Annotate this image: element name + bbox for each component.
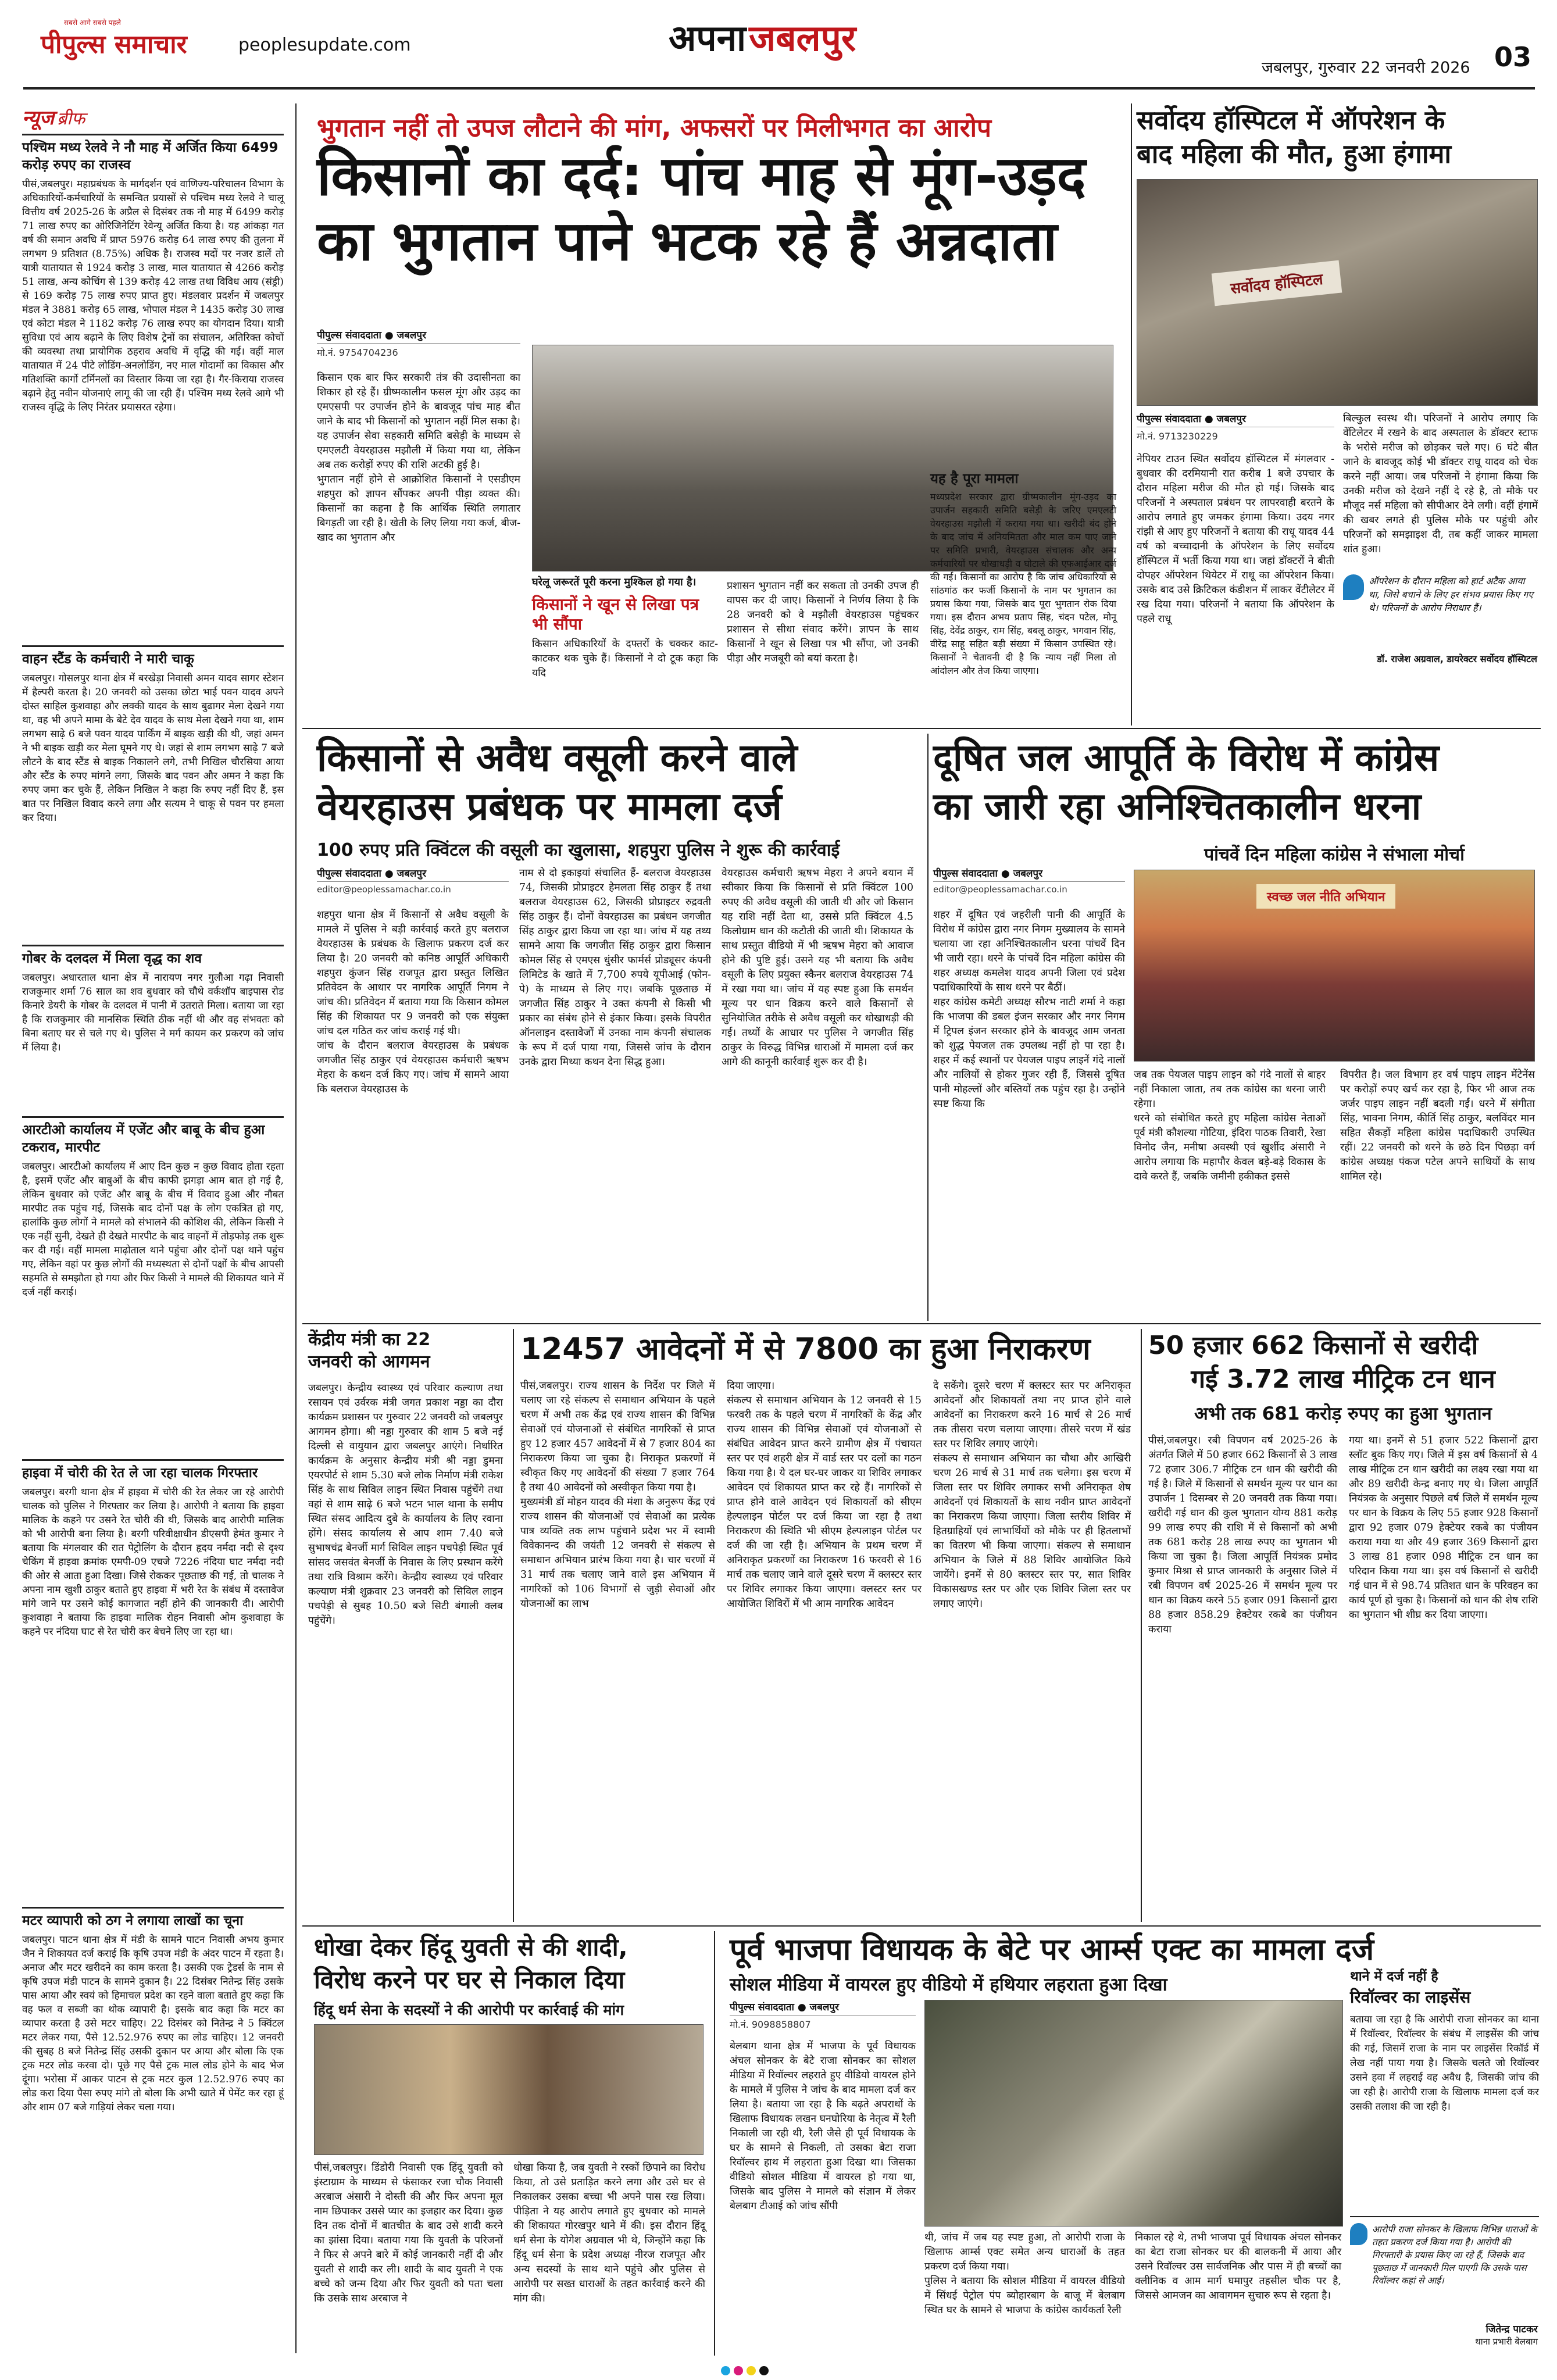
farmers-byline-name: पीपुल्स संवाददाता: [317, 330, 381, 341]
hospital-quote-text: ऑपरेशन के दौरान महिला को हार्ट अटैक आया था, जिसे बचाने के लिए हर संभव प्रयास किए गए थे। परिजनों के आरोप निराधार हैं।: [1369, 576, 1533, 613]
hospital-quote-author: डॉ. राजेश अग्रवाल, डायरेक्टर सर्वोदय हॉस्पिटल: [1377, 653, 1537, 664]
paddy-subhead: अभी तक 681 करोड़ रुपए का हुआ भुगतान: [1194, 1403, 1492, 1424]
hospital-quote-icon: [1343, 574, 1364, 600]
warehouse-byline-name: पीपुल्स संवाददाता: [317, 868, 381, 880]
brief-item-body: जबलपुर। अधारताल थाना क्षेत्र में नारायण नगर गुलौआ गढ़ा निवासी राजकुमार शर्मा 76 साल का शव बुधवार को चौथे वर्कशॉप बाइपास रोड किनारे डेयरी के गोबर के दलदल में पानी में उतराते मिला। बताया जा रहा है कि राजकुमार की मानसिक स्थिति ठीक नहीं थी और वह संभवतः को बिना बताए घर से चले गए थे। पुलिस ने मर्ग कायम कर प्रकरण को जांच में लिया है।: [22, 972, 284, 1053]
registration-mark-magenta: [734, 2366, 743, 2375]
farmers-byline: पीपुल्स संवाददाता ● जबलपुर मो.नं. 9754704236: [317, 328, 520, 359]
hospital-photo-sign: सर्वोदय हॉस्पिटल: [1212, 260, 1342, 306]
section-title-part-2: जबलपुर: [749, 17, 856, 59]
marriage-story: [305, 1931, 712, 2356]
congress-story: [933, 734, 1544, 1321]
farmers-subhead-red: किसानों ने खून से लिखा पत्र भी सौंपा: [532, 595, 699, 634]
marriage-col-1: पीसं,जबलपुर। डिंडोरी निवासी एक हिंदू युवती को इंस्टाग्राम के माध्यम से फंसाकर रजा चौक निवासी अरबाज अंसारी ने दोस्ती की और फिर अपना मूल नाम छिपाकर उससे प्यार का इजहार कर दिया। कुछ दिन तक दोनों में बातचीत के बाद उसे शादी करने का झांसा दिया। बताया गया कि युवती के परिजनों ने फिर से अपने बारे में कोई जानकारी नहीं दी और युवती से शादी कर ली। शादी के बाद युवती ने एक बच्चे को जन्म दिया और फिर युवती को पता चला कि उसके साथ अरबाज ने: [314, 2162, 506, 2304]
farmers-photo-caption: घरेलू जरूरतें पूरी करना मुश्किल हो गया है।: [532, 576, 697, 588]
hospital-headline-2: बाद महिला की मौत, हुआ हंगामा: [1137, 138, 1452, 169]
farmers-story: [305, 103, 1125, 726]
warehouse-col-2: नाम से दो इकाइयां संचालित हैं- बलराज वेयरहाउस 74, जिसकी प्रोप्राइटर हेमलता सिंह ठाकुर हैं तथा बलराज वेयरहाउस 62, जिसकी प्रोप्राइटर रुद्रवती सिंह ठाकुर हैं। दोनों वेयरहाउस का प्रबंधन जगजीत सिंह ठाकुर द्वारा किया जा रहा था। जांच में यह तथ्य सामने आया कि जगजीत सिंह ठाकुर द्वारा किसान कोमल सिंह से एमएस धुंसीर फार्मर्स प्रोड्यूसर कंपनी लिमिटेड के खाते में 7,700 रुपये यूपीआई (फोन-पे) के माध्यम से लिए गए। जबकि पूछताछ में जगजीत सिंह ठाकुर ने उक्त कंपनी से किसी भी प्रकार का संबंध होने से इंकार किया। इसके विपरीत ऑनलाइन दस्तावेजों में उनका नाम कंपनी संचालक के रूप में दर्ज पाया गया, जिससे जांच के दौरान उनके द्वारा मिथ्या कथन देना सिद्ध हुआ।: [519, 867, 715, 1068]
hospital-headline-1: सर्वोदय हॉस्पिटल में ऑपरेशन के: [1137, 105, 1445, 135]
paddy-col-2: गया था। इनमें से 51 हजार 522 किसानों द्वारा स्लॉट बुक किए गए। जिले में इस वर्ष किसानों से 4 लाख मीट्रिक टन धान खरीदी का लक्ष्य रखा गया था और 89 खरीदी केन्द्र बनाए गए थे। जिला आपूर्ति नियंत्रक के अनुसार पिछले वर्ष जिले में समर्थन मूल्य पर धान के विक्रय के लिए 55 हजार 928 किसानों द्वारा 92 हजार 079 हेक्टेयर रकबे का पंजीयन कराया गया था और 49 हजार 369 किसानों द्वारा 3 लाख 81 हजार 098 मीट्रिक टन धान का परिदान किया गया था। इस वर्ष किसानों से खरीदी गई धान में से 98.74 प्रतिशत धान के परिवहन का कार्य पूर्ण हो चुका है। किसानों को धान की शेष राशि का भुगतान भी शीघ्र कर दिया जाएगा।: [1349, 1435, 1541, 1621]
warehouse-headline-1: किसानों से अवैध वसूली करने वाले: [317, 735, 798, 780]
congress-col-2: जब तक पेयजल पाइप लाइन को गंदे नालों से बाहर नहीं निकाला जाता, तब तक कांग्रेस का धरना जारी रहेगा। धरने को संबोधित करते हुए महिला कांग्रेस नेताओं पूर्व मंत्री कौशल्या गोटिया, इंदिरा पाठक तिवारी, रेखा विनोद जैन, मनीषा अवस्थी एवं खुर्शीद अंसारी ने आरोप लगाया कि महापौर केवल बड़े-बड़े विकास के दावे करते हैं, जबकि जमीनी हकीकत इससे: [1134, 1069, 1326, 1182]
dateline: जबलपुर, गुरुवार 22 जनवरी 2026: [1262, 59, 1470, 77]
brief-item-body: जबलपुर। आरटीओ कार्यालय में आए दिन कुछ न कुछ विवाद होता रहता है, इसमें एजेंट और बाबुओं के बीच काफी झगड़ा आम बात हो गई है, लेकिन बुधवार को एजेंट और बाबू के बीच में विवाद हुआ और नौबत मारपीट तक पहुंच गई, जिसके बाद दोनों पक्ष के लोग एकत्रित हो गए, हालांकि कुछ लोगों ने मामले को संभालने की कोशिश की, लेकिन किसी ने एक नहीं सुनी, देखते ही देखते मारपीट के बाद वाहनों में तोड़फोड़ तक शुरू कर दी गई। वहीं मामला माढ़ोताल थाने पहुंचा और दोनों पक्ष थाने पहुंच गए, लेकिन वहां पर कुछ लोगों की मध्यस्थता से दोनों पक्षों के बीच आपसी सहमति से समझौता हो गया और फिर किसी ने मामले की शिकायत थाने में दर्ज नहीं कराई।: [22, 1161, 284, 1298]
paddy-story: [1148, 1329, 1544, 1922]
warehouse-headline-2: वेयरहाउस प्रबंधक पर मामला दर्ज: [317, 784, 782, 829]
congress-col-1: शहर में दूषित एवं जहरीली पानी की आपूर्ति के विरोध में कांग्रेस द्वारा नगर निगम मुख्यालय के सामने चलाया जा रहा अनिश्चितकालीन धरना पांचवें दिन भी जारी रहा। धरने के पांचवें दिन महिला कांग्रेस की शहर अध्यक्ष कमलेश यादव अपनी जिला एवं प्रदेश पदाधिकारियों के साथ धरने पर बैठीं। शहर कांग्रेस कमेटी अध्यक्ष सौरभ नाटी शर्मा ने कहा कि भाजपा की डबल इंजन सरकार और नगर निगम में ट्रिपल इंजन सरकार होने के बावजूद आम जनता को शुद्ध पेयजल तक उपलब्ध नहीं हो पा रहा है। शहर में कई स्थानों पर पेयजल पाइप लाइनें गंदे नालों और नालियों से होकर गुजर रही हैं, जिससे दूषित पानी मोहल्लों और बस्तियों तक पहुंच रहा है। उन्होंने स्पष्ट किया कि: [933, 909, 1125, 1110]
registration-mark-black: [759, 2366, 769, 2375]
row-2-divider: [302, 1323, 1541, 1324]
arms-quote-role: थाना प्रभारी बेलबाग: [1475, 2336, 1538, 2347]
farmers-col-1: किसान एक बार फिर सरकारी तंत्र की उदासीनता का शिकार हो रहे हैं। ग्रीष्मकालीन फसल मूंग और उड़द का एमएसपी पर उपार्जन होने के बावजूद पांच माह बीत जाने के बाद भी किसानों को भुगतान नहीं मिल सका है। यह उपार्जन सेवा सहकारी समिति बसेड़ी के माध्यम से एमएलटी वेयरहाउस मझौली में किया गया था, लेकिन अब तक करोड़ों रुपए की राशि अटकी हुई है। भुगतान नहीं होने से आक्रोशित किसानों ने एसडीएम शहपुरा को ज्ञापन सौंपकर अपनी पीड़ा व्यक्त की। किसानों का कहना है कि आर्थिक स्थिति लगातार बिगड़ती जा रही है। खेती के लिए लिया गया कर्ज, बीज-खाद का भुगतान और: [317, 372, 520, 544]
farmers-hospital-divider: [1131, 103, 1132, 726]
hospital-byline-name: पीपुल्स संवाददाता: [1137, 413, 1201, 425]
arms-headline: पूर्व भाजपा विधायक के बेटे पर आर्म्स एक्ट का मामला दर्ज: [730, 1932, 1374, 1967]
farmers-byline-mobile: मो.नं. 9754704236: [317, 347, 398, 358]
minister-headline-1: केंद्रीय मंत्री का 22: [308, 1330, 431, 1350]
marriage-photo: [314, 2024, 703, 2155]
marriage-divider: [714, 1931, 715, 2356]
arms-byline-city: जबलपुर: [809, 2002, 840, 2013]
hospital-col-1: नेपियर टाउन स्थित सर्वोदय हॉस्पिटल में मंगलवार - बुधवार की दरमियानी रात करीब 1 बजे उपचार के दौरान महिला मरीज की मौत हो गई। जिसके बाद परिजनों ने अस्पताल प्रबंधन पर लापरवाही बरतने के आरोप लगाते हुए जमकर हंगामा किया। उदय नगर रांझी से आए हुए परिजनों ने बताया की राधू यादव 44 वर्ष को बच्चादानी के ऑपरेशन के लिए सर्वोदय हॉस्पिटल में भर्ती किया गया था। जहां डॉक्टरों ने बीती दोपहर ऑपरेशन थियेटर में राधू का ऑपरेशन किया। उसके बाद उसे क्रिटिकल कंडीशन में लाकर वेंटीलेटर में रख दिया गया। परिजनों ने बताया कि ऑपरेशन के पहले राधू: [1137, 453, 1338, 625]
farmers-col-2: किसान अधिकारियों के दफ्तरों के चक्कर काट-काटकर थक चुके हैं। किसानों ने दो टूक कहा कि यदि: [532, 638, 722, 679]
hospital-photo: [1137, 179, 1538, 406]
hospital-col-2: बिल्कुल स्वस्थ थी। परिजनों ने आरोप लगाए कि वेंटिलेटर में रखने के बाद अस्पताल के डॉक्टर स्टाफ के भरोसे मरीज को छोड़कर चले गए। 6 घंटे बीत जाने के बावजूद कोई भी डॉक्टर राधू यादव को चेक करने नहीं आया। जब परिजनों ने हंगामा किया कि उनकी मरीज को देखने नहीं दे रहे है, तो मौके पर मौजूद नर्स महिला को सीपीआर देने लगी। वहीं हंगामें की खबर लगते ही पुलिस मौके पर पहुंची और परिजनों को समझाइश दी, तब कहीं जाकर मामला शांत हुआ।: [1343, 413, 1541, 555]
row-3-divider: [302, 1925, 1541, 1927]
arms-story: [721, 1931, 1544, 2356]
marriage-subhead: हिंदू धर्म सेना के सदस्यों ने की आरोपी पर कार्रवाई की मांग: [314, 2002, 624, 2018]
brief-item-head: हाइवा में चोरी की रेत ले जा रहा चालक गिरफ्तार: [22, 1459, 284, 1482]
warehouse-subhead: 100 रुपए प्रति क्विंटल की वसूली का खुलासा, शहपुरा पुलिस ने शुरू की कार्रवाई: [317, 840, 840, 860]
brief-item-head: आरटीओ कार्यालय में एजेंट और बाबू के बीच हुआ टकराव, मारपीट: [22, 1116, 284, 1156]
congress-byline: पीपुल्स संवाददाता ● जबलपुर editor@peoplessamachar.co.in: [933, 866, 1125, 895]
arms-quote-author: जितेन्द्र पाटकर: [1485, 2324, 1538, 2335]
applications-divider: [1141, 1329, 1142, 1922]
farmers-headline-1: किसानों का दर्द: पांच माह से मूंग-उड़द: [317, 145, 1086, 208]
arms-video-still: [924, 2000, 1343, 2227]
minister-headline-2: जनवरी को आगमन: [308, 1352, 430, 1372]
congress-subhead: पांचवें दिन महिला कांग्रेस ने संभाला मोर्चा: [1204, 845, 1465, 865]
registration-mark-cyan: [721, 2366, 730, 2375]
paddy-headline-1: 50 हजार 662 किसानों से खरीदी: [1148, 1331, 1479, 1360]
applications-col-1: पीसं,जबलपुर। राज्य शासन के निर्देश पर जिले में चलाए जा रहे संकल्प से समाधान अभियान के पहले चरण में अभी तक केंद्र एवं राज्य शासन की विभिन्न सेवाओं एवं योजनाओं से संबंधित नागरिकों से प्राप्त हुए 12 हजार 457 आवेदनों में से 7 हजार 804 का निराकरण किया जा चुका है। निराकृत प्रकरणों में स्वीकृत किए गए आवेदनों की संख्या 7 हजार 764 है तथा 40 आवेदनों को अस्वीकृत किया गया है। मुख्यमंत्री डॉ मोहन यादव की मंशा के अनुरूप केंद्र एवं राज्य शासन की योजनाओं एवं सेवाओं का प्रत्येक पात्र व्यक्ति तक लाभ पहुंचाने प्रदेश भर में स्वामी विवेकानन्द की जयंती 12 जनवरी से संकल्प से समाधान अभियान प्रारंभ किया गया है। चार चरणों में 31 मार्च तक चलाए जाने वाले इस अभियान में नागरिकों को 106 विभागों से जुड़ी सेवाओं और योजनाओं का लाभ: [520, 1380, 715, 1610]
minister-story: [308, 1329, 509, 1922]
farmers-col-3: प्रशासन भुगतान नहीं कर सकता तो उनकी उपज ही वापस कर दी जाए। किसानों ने निर्णय लिया है कि 28 जनवरी को वे मझौली वेयरहाउस पहुंचकर प्रशासन से सीधा संवाद करेंगे। ज्ञापन के साथ किसानों ने खून से लिखा पत्र भी सौंपा, जो उनकी पीड़ा और मजबूरी को बयां करता है।: [727, 580, 922, 664]
farmers-sidebar: [930, 469, 1120, 724]
applications-headline: 12457 आवेदनों में से 7800 का हुआ निराकरण: [520, 1332, 1091, 1367]
news-brief-label-2: ब्रीफ: [57, 109, 85, 129]
marriage-col-2: धोखा किया है, जब युवती ने रस्कों छिपाने का विरोध किया, तो उसे प्रताड़ित करने लगा और उसे घर से निकालकर उसका बच्चा भी अपने पास रख लिया। पीड़िता ने यह आरोप लगाते हुए बुधवार को मामले की शिकायत गोरखपुर थाने में की। इस दौरान हिंदू धर्म सेना के योगेश अग्रवाल भी थे, जिन्होंने कहा कि हिंदू धर्म सेना के प्रदेश अध्यक्ष नीरज राजपूत और अन्य सदस्यों के साथ थाने पहुंचे और पुलिस से आरोपी पर सख्त धाराओं के तहत कार्रवाई करने की मांग की।: [513, 2162, 709, 2304]
warehouse-col-3: वेयरहाउस कर्मचारी ऋषभ मेहरा ने अपने बयान में स्वीकार किया कि किसानों से प्रति क्विंटल 100 रुपए की अवैध वसूली की जाती थी और जो किसान यह राशि नहीं देता था, उससे प्रति क्विंटल 4.5 किलोग्राम धान की कटौती की जाती थी। शिकायत के साथ प्रस्तुत वीडियो में भी ऋषभ मेहरा को आवाज होने की पुष्टि हुई। उसने यह भी बताया कि अवैध वसूली के लिए प्रयुक्त स्कैनर बलराज वेयरहाउस 74 में रखा गया था। जांच में यह स्पष्ट हुआ कि समर्थन मूल्य पर धान विक्रय करने वाले किसानों से सुनियोजित तरीके से अवैध वसूली कर धोखाधड़ी की गई। तथ्यों के आधार पर पुलिस ने जगजीत सिंह ठाकुर के विरुद्ध विभिन्न धाराओं में मामला दर्ज कर आगे की कानूनी कार्रवाई शुरू कर दी है।: [722, 867, 917, 1068]
brief-item: [22, 1907, 284, 2349]
congress-photo-banner: स्वच्छ जल नीति अभियान: [1256, 884, 1395, 909]
warehouse-story: [305, 734, 922, 1321]
news-brief-column: [16, 103, 290, 2353]
brief-item: [22, 1459, 284, 1901]
marriage-headline-2: विरोध करने पर घर से निकाल दिया: [314, 1966, 625, 1994]
arms-subhead: सोशल मीडिया में वायरल हुए वीडियो में हथियार लहराता हुआ दिखा: [730, 1974, 1167, 1995]
brief-item-body: जबलपुर। पाटन थाना क्षेत्र में मंडी के सामने पाटन निवासी अभय कुमार जैन ने शिकायत दर्ज कराई कि कृषि उपज मंडी के अंदर पाटन में रहता है। अनाज और मटर खरीदने का काम करता है। उसकी एक ट्रेडर्स के नाम से कृषि उपज मंडी पाटन के सामने दुकान है। 22 दिसंबर नितेन्द्र सिंह उसके पास आया और स्वयं को हिमाचल प्रदेश का रहने वाला बताते हुए कहा कि वह फल व सब्जी का थोक व्यापारी है। इसके बाद कहा कि मटर का व्यापार करता है उसे मटर चाहिए। 22 दिसंबर को नितेन्द्र ने 5 क्विंटल मटर लेकर गया, पैसे 12.52.976 रुपए का लोड चाहिए। 12 जनवरी की सुबह 8 बजे नितेन्द्र सिंह उसकी दुकान पर आया और बोला कि एक ट्रक मटर लोड करवा दो। पूछे गए पैसे ट्रक माल लोड होने के बाद भेज दूंगा। भरोसा में आकर पाटन से ट्रक मटर कुल 12.52.976 रुपए का लोड करा दिया पैसा रुपए मांगे तो बोला कि अभी खाते में पेमेंट कर रहा हूं और शाम 07 बजे गाड़ियां लेकर चला गया।: [22, 1934, 284, 2113]
paper-logo-text: पीपुल्स समाचार: [41, 30, 187, 59]
arms-col-1: बेलबाग थाना क्षेत्र में भाजपा के पूर्व विधायक अंचल सोनकर के बेटे राजा सोनकर का सोशल मीडिया में रिवॉल्वर लहराते हुए वीडियो वायरल होने के मामले में पुलिस ने जांच के बाद मामला दर्ज कर लिया है। बताया जा रहा है कि बढ़ते अपराधों के खिलाफ विधायक लखन घनघोरिया के नेतृत्व में रैली निकाली जा रही थी, रैली जैसे ही पूर्व विधायक के घर के सामने से निकली, तो उसका बेटा राजा रिवॉल्वर हाथ में लहराता हुआ दिखा था। जिसका वीडियो सोशल मीडिया में वायरल हो गया था, जिसके बाद पुलिस ने मामले को संज्ञान में लेकर बेलबाग टीआई को जांच सौंपी: [730, 2040, 919, 2212]
marriage-headline-1: धोखा देकर हिंदू युवती से की शादी,: [314, 1933, 628, 1961]
registration-mark-yellow: [747, 2366, 756, 2375]
news-brief-label-1: न्यूज: [22, 106, 54, 130]
section-title: [669, 13, 971, 65]
arms-col-2: थी, जांच में जब यह स्पष्ट हुआ, तो आरोपी राजा के खिलाफ आर्म्स एक्ट समेत अन्य धाराओं के तहत प्रकरण दर्ज किया गया। पुलिस ने बताया कि सोशल मीडिया में वायरल वीडियो में सिंधई पेट्रोल पंप ब्योहारबाग के बाजू में बेलबाग स्थित घर के सामने से भाजपा के कांग्रेस कार्यकर्ता रैली: [924, 2232, 1125, 2316]
minister-body: जबलपुर। केन्द्रीय स्वास्थ्य एवं परिवार कल्याण तथा रसायन एवं उर्वरक मंत्री जगत प्रकाश नड्डा का दौरा कार्यक्रम प्रशासन पर गुरुवार 22 जनवरी को जबलपुर आगमन होगा। श्री नड्डा गुरुवार की शाम 5 बजे नई दिल्ली से वायुयान द्वारा जबलपुर आएंगे। निर्धारित कार्यक्रम के अनुसार केन्द्रीय मंत्री श्री नड्डा डुमना एयरपोर्ट से शाम 5.30 बजे लोक निर्माण मंत्री राकेश सिंह के साथ सिविल लाइन स्थित निवास पहुंचेंगे तथा वहां से शाम साढ़े 6 बजे भटन भाल थाना के समीप स्थित संसद आदित्य दुबे के कार्यालय के लिए रवाना होंगे। संसद कार्यालय से आप शाम 7.40 बजे सुभाषचंद्र बेनर्जी मार्ग सिविल लाइन पचपेड़ी स्थित पूर्व सांसद जसवंत बेनर्जी के निवास के लिए प्रस्थान करेंगे तथा रात्रि विश्राम करेंगे। केन्द्रीय स्वास्थ्य एवं परिवार कल्याण मंत्री शुक्रवार 23 जनवरी को सिविल लाइन पचपेड़ी से सुबह 10.50 बजे सिटी बंगाली क्लब पहुंचेंगे।: [308, 1382, 506, 1627]
arms-byline: पीपुल्स संवाददाता ● जबलपुर मो.नं. 9098858807: [730, 2000, 916, 2031]
arms-quote: [1350, 2216, 1539, 2353]
farmers-byline-city: जबलपुर: [397, 330, 427, 341]
arms-sidebar-head-1: थाने में दर्ज नहीं है: [1350, 1969, 1438, 1984]
arms-sidebar: [1350, 1966, 1542, 2210]
applications-col-3: दे सकेंगे। दूसरे चरण में क्लस्टर स्तर पर अनिराकृत आवेदनों और शिकायतों तथा नए प्राप्त होने वाले आवेदनों का निराकरण करने 16 मार्च से 26 मार्च तक तीसरा चरण चलाया जाएगा। तीसरे चरण में खंड स्तर पर शिविर लगाए जाएंगे। संकल्प से समाधान अभियान का चौथा और आखिरी चरण 26 मार्च से 31 मार्च तक चलेगा। इस चरण में जिला स्तर पर शिविर लगाकर सभी अनिराकृत शेष आवेदनों एवं शिकायतों के साथ नवीन प्राप्त आवेदनों का निराकरण किया जाएगा। जिला स्तरीय शिविर में हितग्राहियों एवं लाभार्थियों को मौके पर ही हितलाभों का वितरण भी किया जाएगा। संकल्प से समाधान अभियान के जिले में 88 शिविर आयोजित किये जायेंगे। इनमें से 80 क्लस्टर स्तर पर, सात शिविर विकासखण्ड स्तर पर और एक शिविर जिला स्तर पर लगाए जाएंगे।: [933, 1380, 1131, 1610]
arms-col-3: निकाल रहे थे, तभी भाजपा पूर्व विधायक अंचल सोनकर का बेटा राजा सोनकर घर की बालकनी में आया और उसने रिवॉल्वर उस सार्वजनिक और पास में ही बच्चों का क्लीनिक व आम मार्ग घमापुर तहसील चौक पर है, जिससे आमजन का आवागमन सुचारु रूप से रहता है।: [1135, 2232, 1345, 2302]
masthead-rule: [23, 87, 1535, 90]
congress-headline-1: दूषित जल आपूर्ति के विरोध में कांग्रेस: [933, 737, 1440, 780]
congress-byline-city: जबलपुर: [1013, 868, 1043, 880]
hospital-quote: [1343, 574, 1538, 720]
news-brief-label: [22, 103, 85, 133]
arms-sidebar-body: बताया जा रहा है कि आरोपी राजा सोनकर का थाना में रिवॉल्वर, रिवॉल्वर के संबंध में लाइसेंस की जांच की गई, जिसमें राजा के नाम पर लाइसेंस रिकॉर्ड में लेख नहीं पाया गया है। जिसके चलते जो रिवॉल्वर उसने हवा में लहराई वह अवैध है, जिसकी जांच की जा रही है। आरोपी राजा के खिलाफ मामला दर्ज कर उसकी तलाश की जा रही है।: [1350, 2014, 1542, 2113]
arms-quote-text: आरोपी राजा सोनकर के खिलाफ विभिन्न धाराओं के तहत प्रकरण दर्ज किया गया है। आरोपी की गिरफ्तारी के प्रयास किए जा रहे हैं, जिसके बाद पूछताछ में जानकारी मिल पाएगी कि उसके पास रिवॉल्वर कहां से आई।: [1372, 2224, 1537, 2286]
hospital-byline: पीपुल्स संवाददाता ● जबलपुर मो.नं. 9713230229: [1137, 412, 1334, 442]
brief-item: [22, 1116, 284, 1453]
farmers-sidebar-head: यह है पूरा मामला: [930, 470, 1019, 487]
masthead: [0, 0, 1557, 99]
paddy-headline-2: गई 3.72 लाख मीट्रिक टन धान: [1191, 1364, 1495, 1394]
paddy-col-1: पीसं,जबलपुर। रबी विपणन वर्ष 2025-26 के अंतर्गत जिले में 50 हजार 662 किसानों से 3 लाख 72 हजार 306.7 मीट्रिक टन धान की खरीदी की गई है। जिले में किसानों से समर्थन मूल्य पर धान का उपार्जन 1 दिसम्बर से 20 जनवरी तक किया गया। खरीदी गई धान की कुल भुगतान योग्य 881 करोड़ 99 लाख रुपए की राशि में से किसानों को अभी तक 681 करोड़ 28 लाख रुपए का भुगतान भी किया जा चुका है। जिला आपूर्ति नियंत्रक प्रमोद कुमार मिश्रा से प्राप्त जानकारी के अनुसार जिले में रबी विपणन वर्ष 2025-26 में समर्थन मूल्य पर धान का विक्रय करने 55 हजार 091 किसानों द्वारा 88 हजार 858.29 हेक्टेयर रकबे का पंजीयन कराया: [1148, 1435, 1341, 1635]
minister-divider: [513, 1329, 514, 1922]
page-number: 03: [1494, 41, 1531, 73]
applications-col-2: दिया जाएगा। संकल्प से समाधान अभियान के 12 जनवरी से 15 फरवरी तक के पहले चरण में नागरिकों के केंद्र और राज्य शासन की विभिन्न सेवाओं एवं योजनाओं से संबंधित आवेदन प्राप्त करने ग्रामीण क्षेत्र में पंचायत स्तर पर एवं शहरी क्षेत्र में वार्ड स्तर पर दलों का गठन किया गया है। ये दल घर-घर जाकर या शिविर लगाकर आवेदन एवं शिकायत प्राप्त कर रहे हैं। नागरिकों से प्राप्त होने वाले आवेदन एवं शिकायतों को सीएम हेल्पलाइन पोर्टल पर दर्ज किया जा रहा है तथा निराकरण की स्थिति भी सीएम हेल्पलाइन पोर्टल पर दर्ज की जा रही है। अभियान के प्रथम चरण में अनिराकृत प्रकरणों का निराकरण 16 फरवरी से 16 मार्च तक चलाए जाने वाले दूसरे चरण में क्लस्टर स्तर पर शिविर लगाकर किया जाएगा। क्लस्टर स्तर पर आयोजित शिविरों में भी आम नागरिक आवेदन: [727, 1380, 922, 1610]
row-1-divider: [302, 728, 1541, 729]
brief-item-body: जबलपुर। गोसलपुर थाना क्षेत्र में बरखेड़ा निवासी अमन यादव सागर स्टेशन में हैल्परी करता है। 20 जनवरी को उसका छोटा भाई पवन यादव अपने दोस्त साहिल कुशवाहा और लक्की यादव के साथ बुढागर मेला देखने गया था, वह भी अपने मामा के बेटे देव यादव के साथ मेला देखने गया था, शाम लगभग साढ़े 6 बजे पवन यादव पार्किंग में बाइक खड़ी की थी, जहां अमन ने भी बाइक खड़ी कर मेला घूमने गए थे। जहां से शाम लगभग साढ़े 7 बजे लौटने के बाद स्टैंड से बाइक निकालने लगे, तभी निखिल चौरसिया आया और स्टैंड के रुपए मांगने लगा, जिसके बाद पवन और अमन ने कहा कि रुपए जमा कर चुके हैं, लेकिन निखिल ने कहा कि रुपए नहीं दिए हैं, इस बात पर निखिल विवाद करने लगा और सत्यम ने चाकू से पवन पर हमला कर दिया।: [22, 673, 284, 824]
warehouse-byline-city: जबलपुर: [397, 868, 427, 880]
brief-item-body: पीसं,जबलपुर। महाप्रबंधक के मार्गदर्शन एवं वाणिज्य-परिचालन विभाग के अधिकारियों-कर्मचारियों के समन्वित प्रयासों से पश्चिम मध्य रेलवे ने चालू वित्तीय वर्ष 2025-26 के अप्रैल से दिसंबर तक नौ माह में 6499 करोड़ 71 लाख रुपए का ओरिजिनेटिंग रेवेन्यू अर्जित किया है। यह आंकड़ा गत वर्ष की समान अवधि में प्राप्त 5976 करोड़ 64 लाख रुपए की तुलना में लगभग 9 प्रतिशत (8.75%) अधिक है। राजस्व मदों पर नजर डालें तो यात्री यातायात से 1924 करोड़ 3 लाख, माल यातायात से 4266 करोड़ 51 लाख, अन्य कोचिंग से 139 करोड़ 42 लाख तथा विविध आय (संड्री) से 169 करोड़ 75 लाख रुपए प्राप्त हुए। मंडलवार प्रदर्शन में जबलपुर मंडल ने 3881 करोड़ 65 लाख, भोपाल मंडल ने 1435 करोड़ 30 लाख एवं कोटा मंडल ने 1182 करोड़ 76 लाख रुपए का योगदान दिया। यात्री सुविधा एवं आय बढ़ाने के लिए विशेष ट्रेनों का संचालन, अतिरिक्त कोचों की व्यवस्था तथा प्रायोगिक ठहराव अवधि में वृद्धि की गई। वहीं माल यातायात में 24 पीटे लोडिंग-अनलोडिंग, नए माल गोदामों का विकास और गतिशक्ति कार्गो टर्मिनलों का विस्तार किया जा रहा है। गैर-किराया राजस्व बढ़ाने हेतु नवीन योजनाएं लागू की जा रही हैं। पश्चिम मध्य रेलवे आगे भी राजस्व वृद्धि के लिए निरंतर प्रयासरत रहेगा।: [22, 178, 284, 413]
brief-item-head: वाहन स्टैंड के कर्मचारी ने मारी चाकू: [22, 645, 284, 668]
section-title-part-1: अपना: [669, 17, 747, 59]
congress-col-3: विपरीत है। जल विभाग हर वर्ष पाइप लाइन मेंटेनेंस पर करोड़ों रुपए खर्च कर रहा है, फिर भी आज तक जर्जर पाइप लाइन नहीं बदली गईं। धरने में संगीता सिंह, भावना निगम, कीर्ति सिंह ठाकुर, बलविंदर मान सहित सैकड़ों महिला कांग्रेस पदाधिकारी उपस्थित रहीं। 22 जनवरी को धरने के छठे दिन पिछड़ा वर्ग कांग्रेस अध्यक्ष पंकज पटेल अपने साथियों के साथ शामिल रहे।: [1340, 1069, 1538, 1182]
farmers-sidebar-body: मध्यप्रदेश सरकार द्वारा ग्रीष्मकालीन मूंग-उड़द का उपार्जन सहकारी समिति बसेड़ी के जरिए एमएलटी वेयरहाउस मझौली में कराया गया था। खरीदी बंद होने के बाद जांच में अनियमितता और माल कम पाए जाने पर समिति प्रभारी, वेयरहाउस संचालक और अन्य कर्मचारियों पर धोखाधड़ी व घोटाले की एफआईआर दर्ज की गई। किसानों का आरोप है कि जांच अधिकारियों से सांठगांठ कर फर्जी किसानों के नाम पर भुगतान का प्रयास किया गया, जिसके बाद पूरा भुगतान रोक दिया गया। इस दौरान अभय प्रताप सिंह, चंदन पटेल, मोनू सिंह, देवेंद्र ठाकुर, राम सिंह, बबलू ठाकुर, भगवान सिंह, वीरेंद्र साहू सहित बड़ी संख्या में किसान उपस्थित रहे। किसानों ने चेतावनी दी है कि न्याय नहीं मिला तो आंदोलन और तेज किया जाएगा।: [930, 491, 1120, 676]
brief-item-head: गोबर के दलदल में मिला वृद्ध का शव: [22, 945, 284, 967]
farmers-headline-2: का भुगतान पाने भटक रहे हैं अन्नदाता: [317, 210, 1058, 273]
hospital-story: [1137, 103, 1544, 726]
warehouse-byline-email[interactable]: editor@peoplessamachar.co.in: [317, 884, 451, 895]
brief-item-body: जबलपुर। बरगी थाना क्षेत्र में हाइवा में चोरी की रेत लेकर जा रहे आरोपी चालक को पुलिस ने गिरफ्तार कर लिया है। आरोपी ने बताया कि हाइवा मालिक के कहने पर उसने रेत चोरी की थी, जिसके बाद आरोपी मालिक को भी आरोपी बना लिया है। बरगी परिवीक्षाधीन डीएसपी हेमंत कुमार ने बताया कि मंगलवार की रात पेट्रोलिंग के दौरान हृदय नर्मदा नदी से दृश्य चेकिंग में हाइवा क्रमांक एमपी-09 एचजे 7226 नंदिया घाट नर्मदा नदी की ओर से आता हुआ दिखा। जिसे रोककर पूछताछ की गई, तो चालक ने अपना नाम खुशी ठाकुर बताते हुए हाइवा में भरी रेत के संबंध में दस्तावेज मांगे जाने पर उसने कोई कागजात नहीं होने की जानकारी दी। आरोपी कुशवाहा ने बताया कि हाइवा मालिक रोहन निवासी ओम कुशवाहा के कहने पर नंदिया घाट से रेत चोरी कर बेचने लिए जा रहा था।: [22, 1486, 284, 1638]
congress-byline-email[interactable]: editor@peoplessamachar.co.in: [933, 884, 1067, 895]
arms-sidebar-head-2: रिवॉल्वर का लाइसेंस: [1350, 1988, 1471, 2007]
brief-item: [22, 134, 284, 639]
arms-byline-name: पीपुल्स संवाददाता: [730, 2002, 794, 2013]
congress-headline-2: का जारी रहा अनिश्चितकालीन धरना: [933, 785, 1422, 828]
warehouse-congress-divider: [927, 734, 929, 1321]
brief-item: [22, 945, 284, 1110]
hospital-byline-city: जबलपुर: [1216, 413, 1247, 425]
paper-logo: [41, 17, 233, 70]
farmers-kicker: भुगतान नहीं तो उपज लौटाने की मांग, अफसरों पर मिलीभगत का आरोप: [317, 113, 992, 143]
arms-byline-mobile: मो.नं. 9098858807: [730, 2019, 811, 2030]
congress-dharna-photo: [1134, 870, 1535, 1062]
brief-divider: [295, 103, 297, 2353]
hospital-byline-mobile: मो.नं. 9713230229: [1137, 431, 1218, 442]
brief-item-head: पश्चिम मध्य रेलवे ने नौ माह में अर्जित किया 6499 करोड़ रुपए का राजस्व: [22, 134, 284, 174]
brief-item: [22, 645, 284, 939]
brief-item-head: मटर व्यापारी को ठग ने लगाया लाखों का चूना: [22, 1907, 284, 1929]
applications-story: [520, 1329, 1137, 1922]
paper-logo-tagline: सबसे आगे सबसे पहले: [64, 19, 121, 27]
warehouse-byline: पीपुल्स संवाददाता ● जबलपुर editor@peoplessamachar.co.in: [317, 866, 509, 895]
warehouse-col-1: शहपुरा थाना क्षेत्र में किसानों से अवैध वसूली के मामले में पुलिस ने बड़ी कार्रवाई करते हुए बलराज वेयरहाउस के प्रबंधक के खिलाफ प्रकरण दर्ज कर लिया है। 20 जनवरी को कनिष्ठ आपूर्ति अधिकारी शहपुरा कुंजन सिंह राजपूत द्वारा प्रस्तुत लिखित प्रतिवेदन के आधार पर नागरिक आपूर्ति निगम ने जांच की। प्रतिवेदन में बताया गया कि किसान कोमल सिंह की शिकायत पर 9 जनवरी को एक संयुक्त जांच दल गठित कर जांच कराई गई थी। जांच के दौरान बलराज वेयरहाउस के प्रबंधक जगजीत सिंह ठाकुर एवं वेयरहाउस कर्मचारी ऋषभ मेहरा के कथन दर्ज किए गए। जांच में सामने आया कि बलराज वेयरहाउस के: [317, 909, 509, 1095]
website[interactable]: peoplesupdate.com: [238, 35, 411, 55]
brief-list: [22, 134, 284, 2343]
arms-quote-icon: [1350, 2223, 1367, 2245]
congress-byline-name: पीपुल्स संवाददाता: [933, 868, 998, 880]
